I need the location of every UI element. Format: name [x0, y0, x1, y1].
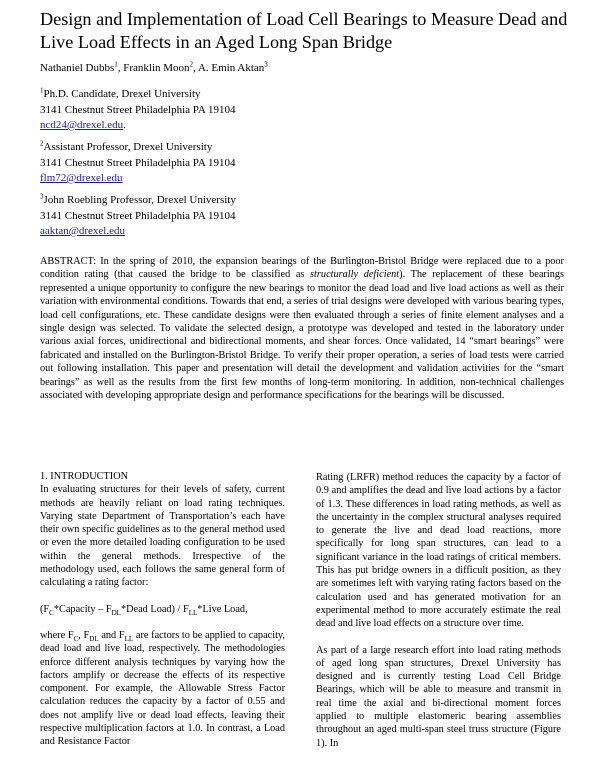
section-heading: 1. INTRODUCTION — [40, 471, 129, 482]
author-mark: 3 — [264, 60, 268, 69]
affiliation-mark: 1 — [40, 86, 44, 95]
rating-factor-formula: ($F_C*Capacity$ – $F_{DL}*Dead$ Load) / $F_{LL}*Live$ Load, — [40, 603, 248, 617]
affiliation-role: Assistant Professor, Drexel University — [43, 141, 213, 153]
affiliation-address: 3141 Chestnut Street Philadelphia PA 19104 — [40, 103, 236, 116]
author-email-link[interactable]: ncd24@drexel.edu — [40, 119, 124, 131]
factors-paragraph: where $F_C$, $F_{DL}$ and $F_{LL}$ are factors to be applied to capacity, dead load and live load, respectively. The methodologies enforce different analysis techniques by varying how the factors amplify or decrease the effects of its respective component. For example, the Allowable Stress Factor calculation reduces the capacity by a factor of 0.55 and does not amplify live or dead load effects, leaving their respective multiplication factors at 1.0. In contrast, a Load and Resistance Factor — [40, 629, 285, 748]
research-paragraph: As part of a large research effort into load rating methods of aged long span structures, Drexel University has designed and is currently testing Load Cell Bridge Bearings, which will be able to measure and transmit in real time the axial and bi-directional moment forces applied to multiple elastomeric bearing assemblies throughout an aged multi-span steel truss structure (Figure 1). In — [316, 644, 561, 749]
abstract — [40, 255, 564, 402]
author-email-link[interactable]: flm72@drexel.edu — [40, 172, 123, 184]
left-column — [40, 470, 285, 749]
author-mark: 1 — [114, 60, 118, 69]
author-mark: 2 — [189, 60, 194, 69]
abstract-emphasis: structurally deficient — [310, 269, 400, 281]
affiliation-address: 3141 Chestnut Street Philadelphia PA 19104 — [40, 156, 236, 169]
author-email-link[interactable]: aaktan@drexel.edu — [40, 225, 125, 237]
lrfr-paragraph: Rating (LRFR) method reduces the capacity by a factor of 0.9 and amplifies the dead and live load actions by a factor of 1.3. These differences in load rating methods, as well as the uncertainty in the complex structural analyses required to generate the live and dead load reactions, more specifically for long span structures, can lead to a significant variance in the load ratings of critical members. This has put bridge owners in a difficult position, as they are sometimes left with varying rating factors based on the calculation used and has generated motivation for an experimental method to more accurately estimate the real dead and live load effects on a structure over time. — [316, 472, 561, 630]
author-name: Franklin Moon — [123, 62, 190, 74]
paper-title: Design and Implementation of Load Cell Bearings to Measure Dead and Live Load Effects in an Aged Long Span Bridge — [40, 9, 568, 52]
author-name: Nathaniel Dubbs — [40, 62, 115, 74]
right-column — [316, 471, 561, 750]
affiliation-3 — [40, 193, 236, 240]
affiliation-mark: 2 — [40, 139, 44, 148]
affiliation-1 — [40, 87, 235, 134]
affiliation-address: 3141 Chestnut Street Philadelphia PA 19104 — [40, 209, 236, 222]
affiliation-2 — [40, 140, 235, 187]
abstract-text-continued: ). The replacement of these bearings represented a unique opportunity to configure the new bearings to monitor the dead load and live load actions as well as their variation with environmental conditions. Towards that end, a series of trial designs were developed with various bearing types, load cell configurations, etc. These candidate designs were then evaluated through a series of finite element analyses and a single design was selected. To validate the selected design, a prototype was developed and tested in the laboratory under various axial forces, unidirectional and bidirectional moments, and shear forces. Once validated, 14 “smart bearings” were fabricated and installed on the Burlington-Bristol Bridge. To verify their proper operation, a series of load tests were carried out following installation. This paper and presentation will detail the development and validation activities for the “smart bearings” as well as the results from the first few months of long-term monitoring. In addition, non-technical challenges associated with developing appropriate design and performance specifications for the bearings will be discussed. — [40, 269, 565, 402]
affiliation-role: Ph.D. Candidate, Drexel University — [43, 88, 201, 100]
affiliation-mark: 3 — [40, 192, 44, 201]
abstract-text: ABSTRACT: In the spring of 2010, the expansion bearings of the Burlington-Bristol Bridge were replaced due to a poor condition rating (that caused the bridge to be classified as — [40, 256, 564, 281]
email-suffix: . — [123, 119, 126, 131]
affiliation-role: John Roebling Professor, Drexel University — [43, 194, 236, 206]
intro-paragraph: In evaluating structures for their levels of safety, current methods are heavily reliant on load rating techniques. Varying state Department of Transportation’s each have their own specific guidelines as to the general method used or even the more detailed loading configuration to be used within the general methods. Irrespective of the methodology used, each follows the same general form of calculating a rating factor: — [40, 484, 285, 589]
author-list: Nathaniel Dubbs$^1$, Franklin Moon$^2$, A. Emin Aktan$^3$ — [40, 60, 268, 74]
author-name: A. Emin Aktan — [197, 62, 265, 74]
